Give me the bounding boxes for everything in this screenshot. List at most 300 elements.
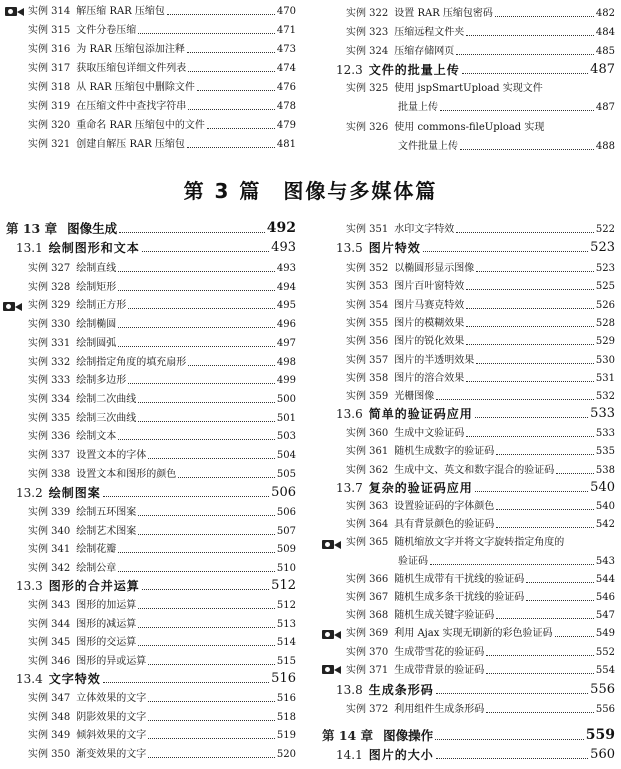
page-number: 518 [276, 711, 296, 723]
section-13-7[interactable] [336, 481, 615, 495]
page-number: 538 [595, 464, 615, 476]
section-13-4[interactable] [16, 672, 296, 686]
page-number: 514 [276, 637, 296, 649]
chapter-13[interactable] [6, 221, 296, 236]
example-number: 实例 368 [346, 610, 389, 622]
section-number: 13.8 [336, 683, 363, 697]
dot-leader [118, 346, 275, 347]
example-number: 实例 317 [28, 63, 71, 74]
page-number: 535 [595, 446, 615, 458]
entry-title: 绘制二次曲线 [76, 393, 137, 405]
entry-title-cont: 批量上传 [398, 102, 438, 113]
example-number: 实例 333 [28, 375, 71, 387]
toc-entry-317[interactable] [28, 63, 296, 75]
toc-entry[interactable] [346, 610, 615, 622]
page-number: 552 [595, 646, 615, 658]
example-number: 实例 321 [28, 139, 71, 150]
dot-leader [197, 90, 275, 91]
entry-title: 设置验证码的字体颜色 [394, 501, 495, 512]
toc-entry-321[interactable] [28, 139, 296, 151]
dot-leader [138, 421, 275, 422]
page-number: 556 [595, 704, 615, 715]
example-number: 实例 341 [28, 544, 71, 556]
page-number: 504 [276, 450, 296, 461]
example-number: 实例 332 [28, 356, 71, 368]
chapter-number: 第 13 章 [6, 221, 58, 236]
toc-entry[interactable] [346, 355, 615, 367]
entry-title: 绘制直线 [76, 263, 117, 274]
toc-entry[interactable] [28, 357, 296, 369]
example-number: 实例 371 [346, 664, 389, 676]
dot-leader [456, 54, 594, 55]
dot-leader [436, 399, 594, 400]
section-number: 13.3 [16, 579, 43, 593]
dot-leader [148, 458, 275, 459]
page-number: 528 [595, 317, 615, 329]
dot-leader [188, 365, 275, 366]
example-number: 实例 338 [28, 468, 71, 480]
dot-leader [486, 712, 594, 713]
page-number: 540 [595, 501, 615, 512]
toc-entry[interactable] [28, 749, 296, 761]
toc-entry[interactable] [28, 507, 296, 519]
page-number: 500 [276, 393, 296, 405]
page-number: 547 [595, 610, 615, 622]
page-number: 519 [276, 730, 296, 742]
toc-entry-316[interactable] [28, 44, 296, 56]
page-number: 509 [276, 544, 296, 556]
example-number: 实例 324 [346, 46, 389, 57]
entry-title: 阴影效果的文字 [76, 711, 147, 723]
section-13-3[interactable] [16, 579, 296, 593]
toc-entry[interactable] [28, 526, 296, 538]
page-number: 556 [590, 682, 615, 697]
toc-entry-351[interactable] [346, 224, 615, 236]
section-13-5[interactable] [336, 241, 615, 255]
entry-title: 绘制多边形 [76, 375, 127, 387]
page-number: 499 [276, 375, 296, 387]
toc-entry[interactable] [28, 319, 296, 331]
example-number: 实例 359 [346, 391, 389, 403]
toc-entry-318[interactable] [28, 82, 296, 94]
example-number: 实例 363 [346, 501, 389, 512]
dot-leader [556, 473, 594, 474]
section-14-1[interactable] [336, 748, 615, 762]
toc-entry[interactable] [346, 318, 615, 330]
entry-title: 图片的模糊效果 [394, 317, 465, 329]
page-number: 513 [276, 618, 296, 630]
entry-title: 图片的锐化效果 [394, 336, 465, 348]
dot-leader [486, 655, 594, 656]
dot-leader [118, 327, 275, 328]
page-number: 531 [595, 372, 615, 384]
section-13-6[interactable] [336, 407, 615, 421]
page-number: 493 [276, 263, 296, 274]
toc-entry-325-cont[interactable] [398, 102, 615, 114]
dot-leader [526, 600, 594, 601]
toc-entry-324[interactable] [346, 46, 615, 58]
dot-leader [456, 232, 594, 233]
dot-leader [466, 326, 594, 327]
example-number: 实例 345 [28, 637, 71, 649]
example-number: 实例 330 [28, 319, 71, 331]
example-number: 实例 328 [28, 281, 71, 293]
example-number: 实例 347 [28, 693, 71, 704]
dot-leader [138, 515, 275, 516]
example-number: 实例 355 [346, 317, 389, 329]
entry-title: 图片的半透明效果 [394, 354, 475, 366]
page-number: 488 [595, 141, 615, 152]
dot-leader [187, 52, 275, 53]
dot-leader [495, 16, 594, 17]
toc-entry[interactable] [346, 574, 615, 586]
toc-entry[interactable] [346, 647, 615, 659]
example-number: 实例 367 [346, 592, 389, 603]
dot-leader [138, 627, 275, 628]
chapter-number: 第 14 章 [322, 728, 374, 743]
dot-leader [466, 436, 594, 437]
entry-title: 图片的溶合效果 [394, 372, 465, 384]
entry-title: 绘制花瓣 [76, 544, 117, 556]
page-number: 505 [276, 468, 296, 480]
toc-entry-326-cont[interactable] [398, 141, 615, 153]
toc-entry[interactable] [28, 469, 296, 481]
toc-entry-320[interactable] [28, 120, 296, 132]
toc-entry[interactable] [346, 391, 615, 403]
page-number: 478 [276, 101, 296, 112]
page-number: 506 [271, 485, 296, 500]
chapter-title: 图像操作 [383, 728, 434, 743]
entry-title: 生成中文、英文和数字混合的验证码 [394, 464, 555, 476]
toc-entry-315[interactable] [28, 25, 296, 37]
video-camera-icon [322, 539, 342, 550]
entry-title: 绘制三次曲线 [76, 412, 137, 424]
section-number: 13.5 [336, 241, 363, 255]
page-number: 515 [276, 656, 296, 668]
toc-entry[interactable] [28, 712, 296, 724]
example-number: 实例 334 [28, 393, 71, 405]
page-number: 522 [595, 224, 615, 235]
page-number: 470 [276, 6, 296, 17]
toc-entry[interactable] [346, 628, 615, 640]
section-number: 13.6 [336, 407, 363, 421]
page-number: 498 [276, 356, 296, 368]
chapter-14[interactable] [322, 728, 615, 743]
dot-leader [148, 738, 275, 739]
entry-title: 倾斜效果的文字 [76, 730, 147, 742]
entry-title: 创建自解压 RAR 压缩包 [76, 139, 185, 150]
toc-entry-323[interactable] [346, 27, 615, 39]
entry-title: 在压缩文件中查找字符串 [76, 101, 187, 112]
example-number: 实例 350 [28, 749, 71, 761]
dot-leader [466, 289, 594, 290]
dot-leader [148, 664, 275, 665]
entry-title: 文件分卷压缩 [76, 25, 137, 36]
entry-title: 设置 RAR 压缩包密码 [394, 8, 493, 19]
toc-entry[interactable] [346, 537, 615, 549]
toc-entry[interactable] [346, 428, 615, 440]
page-number: 479 [276, 120, 296, 131]
page-number: 559 [585, 727, 615, 743]
entry-title: 生成中文验证码 [394, 428, 465, 439]
entry-title: 图形的交运算 [76, 637, 137, 649]
toc-entry[interactable] [346, 300, 615, 312]
page-number: 485 [595, 46, 615, 57]
dot-leader [436, 758, 588, 759]
page-number: 476 [276, 82, 296, 93]
toc-entry[interactable] [346, 373, 615, 385]
toc-entry[interactable] [346, 592, 615, 604]
toc-entry[interactable] [28, 338, 296, 350]
toc-entry[interactable] [28, 282, 296, 294]
entry-title: 随机生成关键字验证码 [394, 610, 495, 622]
entry-title: 绘制椭圆 [76, 319, 117, 331]
example-number: 实例 316 [28, 44, 71, 55]
dot-leader [118, 439, 275, 440]
dot-leader [423, 251, 588, 252]
part-title: 第 3 篇 图像与多媒体篇 [183, 179, 438, 203]
page-number: 544 [595, 573, 615, 585]
example-number: 实例 346 [28, 656, 71, 668]
dot-leader [496, 509, 594, 510]
dot-leader [187, 147, 275, 148]
page-number: 543 [595, 555, 615, 567]
example-number: 实例 319 [28, 101, 71, 112]
page-number: 554 [595, 664, 615, 676]
entry-title: 生成带雪花的验证码 [394, 646, 485, 658]
page-number: 512 [271, 578, 296, 593]
video-camera-icon [322, 664, 342, 675]
toc-entry[interactable] [28, 394, 296, 406]
entry-title: 压缩存储网页 [394, 46, 455, 57]
entry-title: 为 RAR 压缩包添加注释 [76, 44, 185, 55]
page-number: 473 [276, 44, 296, 55]
section-title: 简单的验证码应用 [368, 407, 473, 421]
dot-leader [138, 33, 275, 34]
video-camera-icon [3, 301, 23, 312]
example-number: 实例 348 [28, 711, 71, 723]
dot-leader [188, 71, 275, 72]
dot-leader [148, 720, 275, 721]
dot-leader [476, 271, 594, 272]
dot-leader [138, 534, 275, 535]
section-title: 绘制图案 [48, 486, 101, 500]
example-number: 实例 335 [28, 412, 71, 424]
toc-entry[interactable] [28, 300, 296, 312]
example-number: 实例 327 [28, 263, 71, 274]
entry-title: 绘制矩形 [76, 281, 117, 293]
toc-entry[interactable] [28, 450, 296, 462]
section-13-2[interactable] [16, 486, 296, 500]
entry-title: 使用 jspSmartUpload 实现文件 [394, 83, 543, 94]
entry-title: 图形的异或运算 [76, 656, 147, 668]
page-number: 516 [276, 693, 296, 704]
entry-title: 重命名 RAR 压缩包中的文件 [76, 120, 205, 131]
toc-entry-314[interactable] [28, 6, 296, 18]
toc-entry[interactable] [346, 519, 615, 531]
toc-entry[interactable] [346, 501, 615, 513]
page-number: 533 [590, 406, 615, 421]
page-number: 523 [590, 240, 615, 255]
page-number: 503 [276, 431, 296, 443]
page-number: 542 [595, 519, 615, 531]
page-number: 560 [590, 747, 615, 762]
example-number: 实例 342 [28, 563, 71, 575]
section-13-8[interactable] [336, 683, 615, 697]
section-title: 文字特效 [48, 672, 101, 686]
dot-leader [440, 110, 594, 111]
example-number: 实例 357 [346, 354, 389, 366]
toc-entry[interactable] [28, 263, 296, 275]
page-number: 487 [595, 102, 615, 113]
page-number: 525 [595, 281, 615, 293]
dot-leader [526, 582, 594, 583]
dot-leader [476, 363, 594, 364]
entry-title: 具有背景颜色的验证码 [394, 519, 495, 531]
example-number: 实例 325 [346, 83, 389, 94]
entry-title: 绘制五环图案 [76, 507, 137, 518]
entry-title: 绘制圆弧 [76, 337, 117, 349]
toc-entry[interactable] [28, 656, 296, 668]
entry-title: 图片百叶窗特效 [394, 281, 465, 293]
toc-entry-cont[interactable] [398, 556, 615, 568]
toc-entry-372[interactable] [346, 704, 615, 716]
section-12-3[interactable] [336, 63, 615, 77]
example-number: 实例 340 [28, 525, 71, 537]
page-number: 487 [590, 62, 615, 77]
toc-entry[interactable] [346, 263, 615, 275]
section-number: 12.3 [336, 63, 363, 77]
entry-title: 生成带背景的验证码 [394, 664, 485, 676]
toc-entry[interactable] [28, 693, 296, 705]
dot-leader [466, 35, 594, 36]
toc-entry-325[interactable] [346, 83, 615, 95]
entry-title: 绘制艺术图案 [76, 525, 137, 537]
example-number: 实例 366 [346, 573, 389, 585]
example-number: 实例 339 [28, 507, 71, 518]
video-camera-icon [322, 629, 342, 640]
example-number: 实例 362 [346, 464, 389, 476]
entry-title: 立体效果的文字 [76, 693, 147, 704]
section-13-1[interactable] [16, 241, 296, 255]
entry-title: 随机生成多条干扰线的验证码 [394, 592, 525, 603]
entry-title: 利用 Ajax 实现无刷新的彩色验证码 [394, 628, 553, 640]
toc-entry[interactable] [28, 730, 296, 742]
dot-leader [207, 128, 275, 129]
toc-entry[interactable] [28, 413, 296, 425]
toc-entry[interactable] [28, 600, 296, 612]
dot-leader [436, 693, 588, 694]
example-number: 实例 336 [28, 431, 71, 443]
entry-title: 光栅图像 [394, 391, 435, 403]
dot-leader [142, 251, 269, 252]
dot-leader [103, 496, 269, 497]
toc-entry[interactable] [346, 281, 615, 293]
toc-entry[interactable] [346, 446, 615, 458]
dot-leader [118, 552, 275, 553]
page-number: 530 [595, 354, 615, 366]
example-number: 实例 353 [346, 281, 389, 293]
example-number: 实例 351 [346, 224, 389, 235]
example-number: 实例 370 [346, 646, 389, 658]
toc-entry[interactable] [28, 375, 296, 387]
page-number: 523 [595, 263, 615, 274]
entry-title: 绘制正方形 [76, 300, 127, 312]
page-number: 471 [276, 25, 296, 36]
entry-title: 随机生成带有干扰线的验证码 [394, 573, 525, 585]
entry-title: 从 RAR 压缩包中删除文件 [76, 82, 195, 93]
toc-entry[interactable] [28, 431, 296, 443]
dot-leader [188, 109, 275, 110]
dot-leader [118, 290, 275, 291]
section-title: 图形的合并运算 [48, 579, 140, 593]
dot-leader [466, 381, 594, 382]
section-number: 13.7 [336, 481, 363, 495]
toc-entry-319[interactable] [28, 101, 296, 113]
page-number: 532 [595, 391, 615, 403]
dot-leader [430, 564, 594, 565]
section-number: 13.4 [16, 672, 43, 686]
toc-entry[interactable] [346, 336, 615, 348]
example-number: 实例 352 [346, 263, 389, 274]
toc-entry[interactable] [28, 619, 296, 631]
toc-entry-322[interactable] [346, 8, 615, 20]
page-number: 529 [595, 336, 615, 348]
entry-title: 图形的加运算 [76, 600, 137, 611]
page-number: 493 [271, 240, 296, 255]
toc-entry[interactable] [346, 465, 615, 477]
example-number: 实例 354 [346, 299, 389, 311]
example-number: 实例 326 [346, 122, 389, 133]
page-number: 533 [595, 428, 615, 439]
entry-title: 图片马赛克特效 [394, 299, 465, 311]
dot-leader [167, 14, 275, 15]
example-number: 实例 356 [346, 336, 389, 348]
dot-leader [148, 701, 275, 702]
dot-leader [475, 491, 588, 492]
chapter-title: 图像生成 [67, 221, 118, 236]
toc-entry-326[interactable] [346, 122, 615, 134]
page-number: 516 [271, 671, 296, 686]
page-number: 482 [595, 8, 615, 19]
entry-title: 使用 commons-fileUpload 实现 [394, 122, 545, 133]
dot-leader [128, 383, 275, 384]
dot-leader [119, 232, 265, 233]
toc-entry[interactable] [28, 544, 296, 556]
example-number: 实例 315 [28, 25, 71, 36]
dot-leader [460, 149, 594, 150]
toc-entry[interactable] [346, 665, 615, 677]
dot-leader [496, 618, 594, 619]
dot-leader [178, 477, 275, 478]
section-title: 图片的大小 [368, 748, 434, 762]
toc-entry[interactable] [28, 637, 296, 649]
entry-title: 绘制公章 [76, 563, 117, 575]
section-title: 生成条形码 [368, 683, 434, 697]
example-number: 实例 343 [28, 600, 71, 611]
section-title: 绘制图形和文本 [48, 241, 140, 255]
section-number: 14.1 [336, 748, 363, 762]
dot-leader [148, 757, 275, 758]
example-number: 实例 329 [28, 300, 71, 312]
dot-leader [466, 344, 594, 345]
dot-leader [138, 608, 275, 609]
page-number: 484 [595, 27, 615, 38]
dot-leader [118, 271, 275, 272]
section-number: 13.1 [16, 241, 43, 255]
toc-entry[interactable] [28, 563, 296, 575]
example-number: 实例 322 [346, 8, 389, 19]
